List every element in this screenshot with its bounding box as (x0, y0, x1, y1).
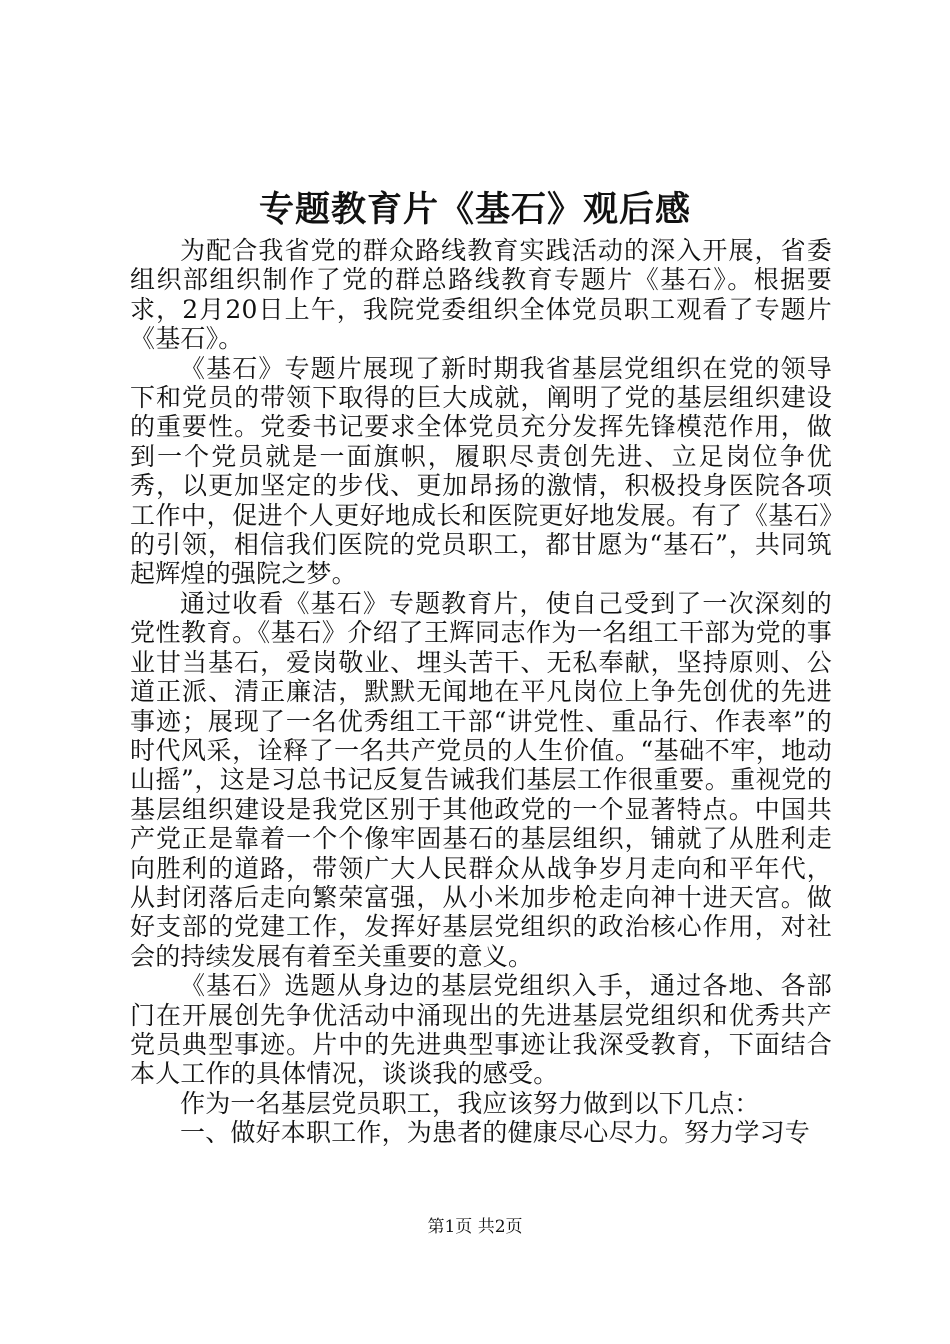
paragraph: 通过收看《基石》专题教育片，使自己受到了一次深刻的党性教育。《基石》介绍了王辉同志作为一名组工干部为党的事业甘当基石，爱岗敬业、埋头苦干、无私奉献，坚持原则、公道正派、清正廉洁，默默无闻地在平凡岗位上争先创优的先进事迹；展现了一名优秀组工干部“讲党性、重品行、作表率”的时代风采，诠释了一名共产党员的人生价值。“基础不牢，地动山摇”，这是习总书记反复告诫我们基层工作很重要。重视党的基层组织建设是我党区别于其他政党的一个显著特点。中国共产党正是靠着一个个像牢固基石的基层组织，铺就了从胜利走向胜利的道路，带领广大人民群众从战争岁月走向和平年代，从封闭落后走向繁荣富强，从小米加步枪走向神十进天宫。做好支部的党建工作，发挥好基层党组织的政治核心作用，对社会的持续发展有着至关重要的意义。 (130, 588, 832, 971)
paragraph: 《基石》专题片展现了新时期我省基层党组织在党的领导下和党员的带领下取得的巨大成就，阐明了党的基层组织建设的重要性。党委书记要求全体党员充分发挥先锋模范作用，做到一个党员就是一面旗帜，履职尽责创先进、立足岗位争优秀，以更加坚定的步伐、更加昂扬的激情，积极投身医院各项工作中，促进个人更好地成长和医院更好地发展。有了《基石》的引领，相信我们医院的党员职工，都甘愿为“基石”，共同筑起辉煌的强院之梦。 (130, 353, 832, 589)
paragraph: 《基石》选题从身边的基层党组织入手，通过各地、各部门在开展创先争优活动中涌现出的先进基层党组织和优秀共产党员典型事迹。片中的先进典型事迹让我深受教育，下面结合本人工作的具体情况，谈谈我的感受。 (130, 971, 832, 1089)
page-number-footer: 第1页 共2页 (427, 1217, 523, 1237)
paragraph: 作为一名基层党员职工，我应该努力做到以下几点： (180, 1088, 760, 1118)
paragraph: 为配合我省党的群众路线教育实践活动的深入开展，省委组织部组织制作了党的群总路线教育专题片《基石》。根据要求，2月20日上午，我院党委组织全体党员职工观看了专题片《基石》。 (130, 236, 832, 354)
paragraph: 一、做好本职工作，为患者的健康尽心尽力。努力学习专 (180, 1118, 811, 1148)
document-body (130, 236, 832, 1148)
document-title: 专题教育片《基石》观后感 (258, 189, 691, 230)
